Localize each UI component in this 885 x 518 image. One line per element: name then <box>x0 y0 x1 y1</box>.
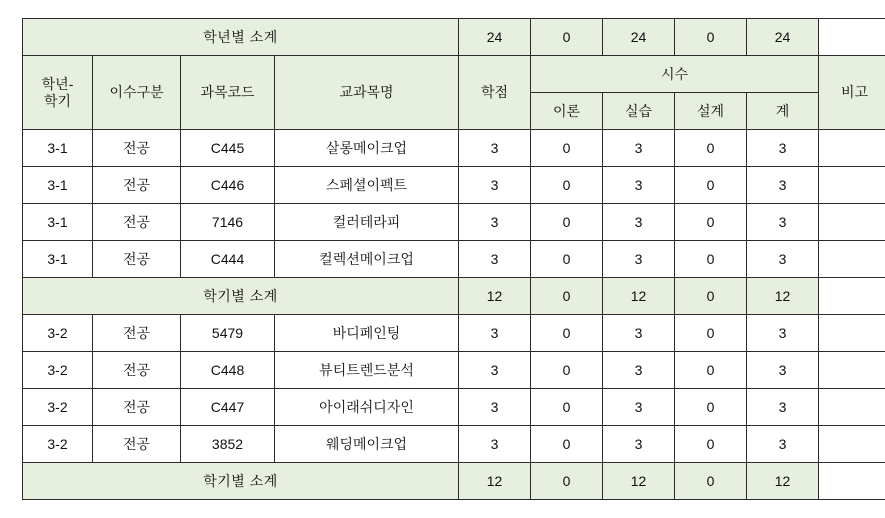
cell-course-type: 전공 <box>93 130 181 167</box>
cell-credit: 3 <box>459 167 531 204</box>
table-row <box>23 426 885 463</box>
table-row <box>23 130 885 167</box>
cell-theory: 0 <box>531 389 603 426</box>
cell-practice: 3 <box>603 389 675 426</box>
cell-note <box>819 241 885 278</box>
header-year-semester-line1: 학년- <box>41 75 74 92</box>
cell-course-name: 컬러테라피 <box>275 204 459 241</box>
grade-subtotal-design: 0 <box>675 19 747 56</box>
semester-subtotal-practice: 12 <box>603 463 675 500</box>
cell-year-semester: 3-2 <box>23 315 93 352</box>
cell-course-name: 웨딩메이크업 <box>275 426 459 463</box>
semester-subtotal-row-1 <box>23 278 885 315</box>
semester-subtotal-label: 학기별 소계 <box>23 278 459 315</box>
cell-credit: 3 <box>459 352 531 389</box>
cell-practice: 3 <box>603 426 675 463</box>
cell-credit: 3 <box>459 426 531 463</box>
cell-design: 0 <box>675 204 747 241</box>
cell-note <box>819 204 885 241</box>
cell-note <box>819 389 885 426</box>
header-design: 설계 <box>675 93 747 130</box>
table-header-row-1 <box>23 56 885 93</box>
semester-subtotal-note <box>819 463 885 500</box>
header-year-semester-line2: 학기 <box>43 92 72 109</box>
table-row <box>23 389 885 426</box>
cell-course-name: 뷰티트렌드분석 <box>275 352 459 389</box>
cell-note <box>819 130 885 167</box>
cell-practice: 3 <box>603 204 675 241</box>
header-theory: 이론 <box>531 93 603 130</box>
cell-theory: 0 <box>531 167 603 204</box>
cell-course-code: C446 <box>181 167 275 204</box>
cell-practice: 3 <box>603 315 675 352</box>
cell-year-semester: 3-2 <box>23 426 93 463</box>
grade-subtotal-theory: 0 <box>531 19 603 56</box>
semester-subtotal-note <box>819 278 885 315</box>
cell-course-name: 바디페인팅 <box>275 315 459 352</box>
grade-subtotal-label: 학년별 소계 <box>23 19 459 56</box>
cell-year-semester: 3-1 <box>23 130 93 167</box>
cell-year-semester: 3-2 <box>23 389 93 426</box>
cell-year-semester: 3-2 <box>23 352 93 389</box>
cell-course-type: 전공 <box>93 426 181 463</box>
cell-course-name: 스페셜이펙트 <box>275 167 459 204</box>
cell-theory: 0 <box>531 426 603 463</box>
cell-course-code: 5479 <box>181 315 275 352</box>
cell-practice: 3 <box>603 167 675 204</box>
cell-total: 3 <box>747 241 819 278</box>
semester-subtotal-theory: 0 <box>531 463 603 500</box>
cell-year-semester: 3-1 <box>23 204 93 241</box>
cell-course-type: 전공 <box>93 241 181 278</box>
header-course-name: 교과목명 <box>275 56 459 130</box>
cell-course-type: 전공 <box>93 352 181 389</box>
cell-course-code: C445 <box>181 130 275 167</box>
semester-subtotal-label: 학기별 소계 <box>23 463 459 500</box>
cell-theory: 0 <box>531 241 603 278</box>
cell-credit: 3 <box>459 241 531 278</box>
cell-total: 3 <box>747 130 819 167</box>
cell-course-code: 3852 <box>181 426 275 463</box>
table-row <box>23 241 885 278</box>
header-total: 계 <box>747 93 819 130</box>
cell-year-semester: 3-1 <box>23 167 93 204</box>
cell-course-type: 전공 <box>93 204 181 241</box>
header-practice: 실습 <box>603 93 675 130</box>
semester-subtotal-credit: 12 <box>459 278 531 315</box>
cell-total: 3 <box>747 352 819 389</box>
semester-subtotal-total: 12 <box>747 463 819 500</box>
header-note: 비고 <box>819 56 885 130</box>
header-course-code: 과목코드 <box>181 56 275 130</box>
header-credit: 학점 <box>459 56 531 130</box>
cell-course-code: C447 <box>181 389 275 426</box>
curriculum-table <box>22 18 885 500</box>
grade-subtotal-credit: 24 <box>459 19 531 56</box>
cell-theory: 0 <box>531 204 603 241</box>
cell-design: 0 <box>675 315 747 352</box>
header-hours-group: 시수 <box>531 56 819 93</box>
grade-subtotal-practice: 24 <box>603 19 675 56</box>
cell-course-type: 전공 <box>93 389 181 426</box>
cell-course-code: 7146 <box>181 204 275 241</box>
cell-practice: 3 <box>603 352 675 389</box>
cell-year-semester: 3-1 <box>23 241 93 278</box>
cell-design: 0 <box>675 352 747 389</box>
cell-design: 0 <box>675 389 747 426</box>
table-row <box>23 315 885 352</box>
cell-total: 3 <box>747 167 819 204</box>
cell-theory: 0 <box>531 130 603 167</box>
cell-credit: 3 <box>459 315 531 352</box>
header-year-semester <box>23 56 93 130</box>
cell-design: 0 <box>675 130 747 167</box>
cell-course-name: 아이래쉬디자인 <box>275 389 459 426</box>
cell-credit: 3 <box>459 389 531 426</box>
cell-theory: 0 <box>531 352 603 389</box>
cell-design: 0 <box>675 241 747 278</box>
cell-note <box>819 167 885 204</box>
cell-credit: 3 <box>459 130 531 167</box>
cell-note <box>819 426 885 463</box>
cell-design: 0 <box>675 426 747 463</box>
semester-subtotal-row-2 <box>23 463 885 500</box>
grade-subtotal-row <box>23 19 885 56</box>
cell-course-type: 전공 <box>93 167 181 204</box>
semester-subtotal-practice: 12 <box>603 278 675 315</box>
table-row <box>23 167 885 204</box>
semester-subtotal-design: 0 <box>675 463 747 500</box>
cell-note <box>819 315 885 352</box>
cell-course-name: 살롱메이크업 <box>275 130 459 167</box>
cell-total: 3 <box>747 315 819 352</box>
semester-subtotal-credit: 12 <box>459 463 531 500</box>
cell-course-type: 전공 <box>93 315 181 352</box>
cell-practice: 3 <box>603 241 675 278</box>
cell-credit: 3 <box>459 204 531 241</box>
cell-note <box>819 352 885 389</box>
table-row <box>23 204 885 241</box>
cell-design: 0 <box>675 167 747 204</box>
cell-total: 3 <box>747 426 819 463</box>
header-course-type: 이수구분 <box>93 56 181 130</box>
semester-subtotal-total: 12 <box>747 278 819 315</box>
semester-subtotal-design: 0 <box>675 278 747 315</box>
cell-course-code: C448 <box>181 352 275 389</box>
table-row <box>23 352 885 389</box>
grade-subtotal-note <box>819 19 885 56</box>
grade-subtotal-total: 24 <box>747 19 819 56</box>
semester-subtotal-theory: 0 <box>531 278 603 315</box>
cell-total: 3 <box>747 204 819 241</box>
cell-theory: 0 <box>531 315 603 352</box>
cell-course-name: 컬렉션메이크업 <box>275 241 459 278</box>
cell-practice: 3 <box>603 130 675 167</box>
cell-total: 3 <box>747 389 819 426</box>
cell-course-code: C444 <box>181 241 275 278</box>
